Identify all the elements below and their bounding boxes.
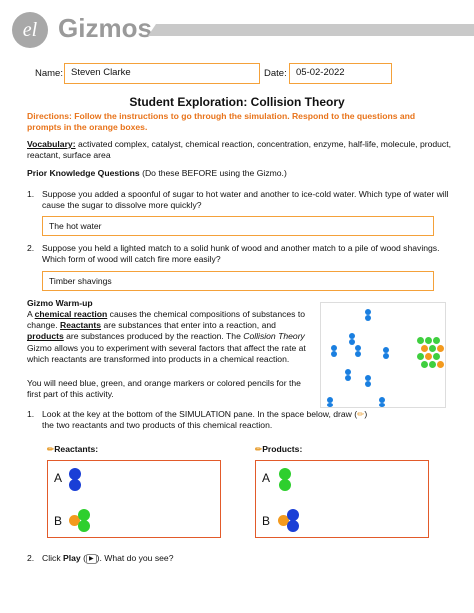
warmup-text: are substances produced by the reaction. The — [63, 331, 244, 342]
w2-text-c: ). What do you see? — [96, 553, 174, 563]
warmup-text: causes the chemical compositions of substances to change. — [27, 309, 306, 331]
molecule — [429, 361, 436, 368]
q2-answer-box[interactable]: Timber shavings — [42, 271, 434, 291]
w1-text — [42, 409, 372, 431]
molecule — [345, 375, 351, 381]
q2-text: Suppose you held a lighted match to a solid hunk of wood and another match to a pile of wood shavings. Which form of wood will catch fire more easily? — [42, 243, 440, 265]
date-label: Date: — [264, 68, 287, 79]
row-a-label: A — [54, 471, 63, 485]
warmup-text: are substances that enter into a reaction, and — [101, 320, 276, 331]
reactants-drawing-box[interactable] — [47, 460, 221, 538]
gizmo-name: Collision Theory — [243, 331, 305, 342]
products-label-text: Products: — [262, 444, 303, 454]
simulation-image — [320, 302, 446, 408]
term-chemical-reaction: chemical reaction — [34, 309, 108, 319]
gizmos-header — [0, 0, 474, 58]
term-products: products — [27, 331, 64, 342]
pencil-icon: ✏ — [357, 409, 365, 419]
w1-text-a: Look at the key at the bottom of the SIMULATION pane. In the space below, draw ( — [42, 409, 358, 419]
reactants-label-text: Reactants: — [54, 444, 99, 454]
products-label — [255, 444, 302, 455]
reactant-a-atom — [69, 479, 81, 491]
q1-answer-box[interactable]: The hot water — [42, 216, 434, 236]
term-reactants: Reactants — [59, 320, 102, 331]
name-label: Name: — [35, 68, 63, 79]
warmup-heading: Gizmo Warm-up — [27, 298, 93, 308]
page-title: Student Exploration: Collision Theory — [129, 95, 345, 109]
brand-name: Gizmos — [58, 13, 152, 43]
product-a-atom — [279, 479, 291, 491]
w2-text-a: Click — [42, 553, 64, 563]
molecule — [425, 353, 432, 360]
vocabulary-label: Vocabulary: — [27, 139, 76, 149]
molecule — [417, 337, 424, 344]
pencil-icon: ✏ — [47, 444, 55, 454]
warmup-text: Gizmo allows you to experiment with several factors that affect the rate at which reactants are transformed into products in a chemical reaction. — [27, 342, 306, 364]
molecule — [379, 403, 385, 407]
w2-number: 2. — [27, 553, 35, 563]
reactant-b-atom — [78, 520, 90, 532]
warmup-paragraph-2: You will need blue, green, and orange markers or colored pencils for the first part of this activity. — [27, 378, 301, 400]
header-bar — [148, 24, 474, 36]
molecule — [421, 345, 428, 352]
molecule — [365, 381, 371, 387]
molecule — [421, 361, 428, 368]
w2-text — [42, 553, 372, 564]
q2-number: 2. — [27, 243, 35, 253]
warmup-paragraph — [27, 309, 311, 365]
molecule — [327, 403, 333, 407]
molecule — [433, 353, 440, 360]
prior-knowledge-heading — [27, 168, 287, 179]
molecule — [437, 361, 444, 368]
row-b-label: B — [54, 514, 63, 528]
products-drawing-box[interactable] — [255, 460, 429, 538]
prior-heading-text: Prior Knowledge Questions — [27, 168, 140, 178]
vocabulary-text: activated complex, catalyst, chemical reaction, concentration, enzyme, half-life, molecule, product, reactant, surface area — [27, 139, 451, 161]
date-field[interactable]: 05-02-2022 — [289, 63, 392, 84]
molecule — [433, 337, 440, 344]
reactants-label — [47, 444, 98, 455]
row-b-label: B — [262, 514, 271, 528]
molecule — [437, 345, 444, 352]
molecule — [355, 351, 361, 357]
pencil-icon: ✏ — [255, 444, 263, 454]
explorelearning-logo: el — [12, 12, 48, 48]
play-word: Play — [63, 553, 81, 563]
molecule — [425, 337, 432, 344]
molecule — [417, 353, 424, 360]
molecule — [349, 339, 355, 345]
vocabulary — [27, 139, 452, 161]
row-a-label: A — [262, 471, 271, 485]
warmup-text: A — [27, 309, 35, 319]
q1-text: Suppose you added a spoonful of sugar to hot water and another to ice-cold water. Which type of water will cause the sugar to dissolve more quickly? — [42, 189, 449, 211]
molecule — [429, 345, 436, 352]
molecule — [365, 315, 371, 321]
name-field[interactable]: Steven Clarke — [64, 63, 260, 84]
molecule — [331, 351, 337, 357]
directions: Directions: Follow the instructions to go through the simulation. Respond to the questions and prompts in the orange boxes. — [27, 111, 416, 133]
q1-number: 1. — [27, 189, 35, 199]
molecule — [383, 353, 389, 359]
w1-text-b: ) the two reactants and two products of this chemical reaction. — [42, 409, 368, 431]
w1-number: 1. — [27, 409, 35, 419]
w2-text-b: ( — [80, 553, 86, 563]
prior-note: (Do these BEFORE using the Gizmo.) — [139, 168, 287, 178]
product-b-atom — [287, 520, 299, 532]
play-icon: ▶ — [86, 554, 97, 564]
